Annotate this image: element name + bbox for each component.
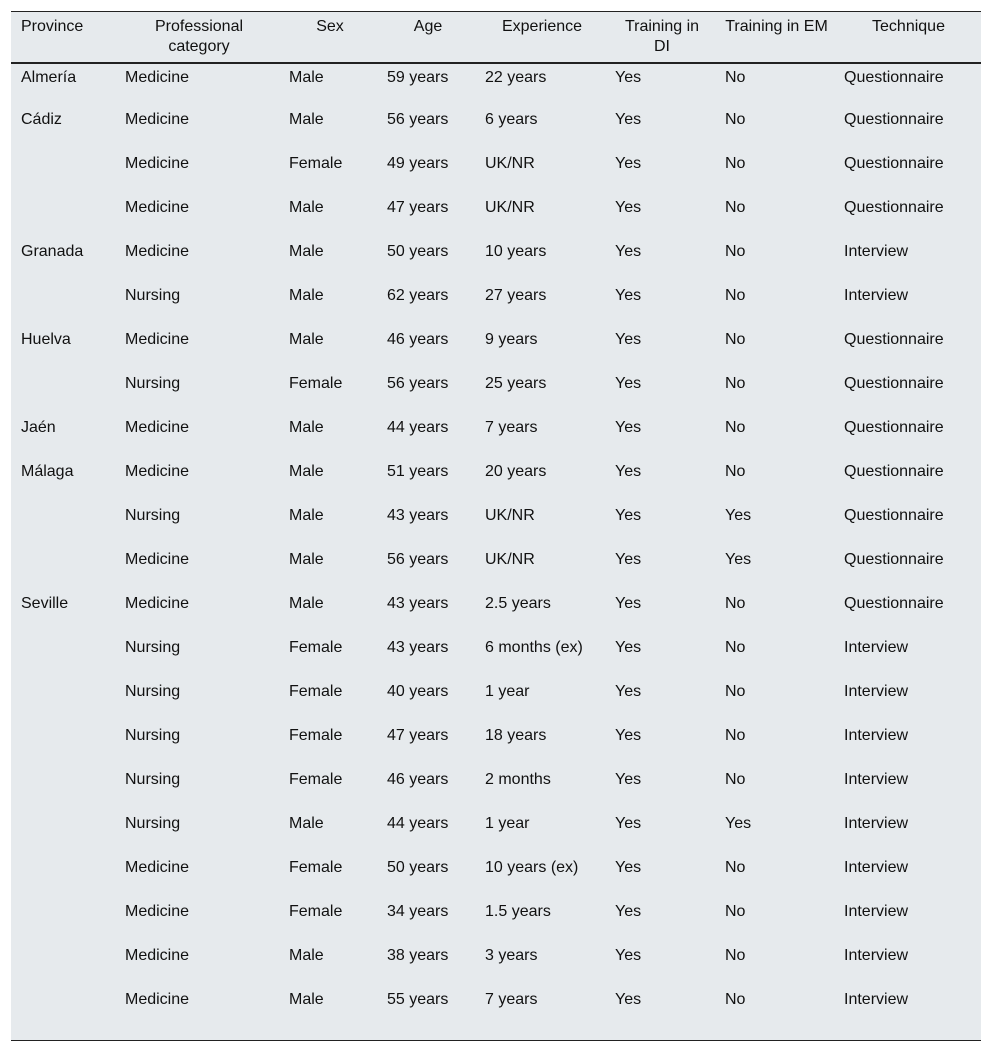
cell-sex: Male bbox=[289, 69, 324, 86]
cell-professional-category: Nursing bbox=[125, 507, 181, 524]
cell-sex: Male bbox=[289, 287, 324, 304]
table-row bbox=[11, 855, 981, 899]
table-row bbox=[11, 239, 981, 283]
cell-province bbox=[11, 503, 117, 547]
header-training-di: Training in DI bbox=[607, 12, 717, 63]
cell-training-em: No bbox=[725, 69, 746, 86]
cell-training-di: Yes bbox=[615, 375, 642, 392]
cell-age: 51 years bbox=[387, 463, 449, 480]
cell-professional-category: Medicine bbox=[125, 331, 190, 348]
cell-experience: 1 year bbox=[485, 683, 530, 700]
cell-experience: 3 years bbox=[485, 947, 538, 964]
participants-table bbox=[11, 12, 981, 1031]
cell-sex: Female bbox=[289, 683, 343, 700]
participants-table-container bbox=[11, 11, 981, 1041]
cell-experience: 6 years bbox=[485, 111, 538, 128]
cell-training-em: No bbox=[725, 463, 746, 480]
cell-training-em: No bbox=[725, 419, 746, 436]
cell-professional-category: Medicine bbox=[125, 243, 190, 260]
cell-technique: Interview bbox=[844, 815, 909, 832]
cell-province bbox=[11, 767, 117, 811]
table-row bbox=[11, 723, 981, 767]
cell-experience: 1 year bbox=[485, 815, 530, 832]
cell-training-di: Yes bbox=[615, 815, 642, 832]
cell-training-di: Yes bbox=[615, 331, 642, 348]
cell-training-em: No bbox=[725, 155, 746, 172]
table-row bbox=[11, 283, 981, 327]
cell-age: 44 years bbox=[387, 815, 449, 832]
cell-sex: Female bbox=[289, 727, 343, 744]
cell-age: 38 years bbox=[387, 947, 449, 964]
header-professional-category: Professional category bbox=[117, 12, 281, 63]
cell-professional-category: Medicine bbox=[125, 199, 190, 216]
cell-training-em: No bbox=[725, 199, 746, 216]
cell-training-di: Yes bbox=[615, 639, 642, 656]
header-age: Age bbox=[379, 12, 477, 63]
cell-technique: Interview bbox=[844, 771, 909, 788]
cell-experience: 1.5 years bbox=[485, 903, 551, 920]
cell-training-di: Yes bbox=[615, 507, 642, 524]
table-row bbox=[11, 591, 981, 635]
table-row bbox=[11, 767, 981, 811]
cell-technique: Interview bbox=[844, 287, 909, 304]
cell-province bbox=[11, 283, 117, 327]
cell-training-di: Yes bbox=[615, 155, 642, 172]
cell-province bbox=[11, 371, 117, 415]
cell-training-di: Yes bbox=[615, 771, 642, 788]
cell-professional-category: Medicine bbox=[125, 463, 190, 480]
cell-sex: Female bbox=[289, 155, 343, 172]
cell-technique: Questionnaire bbox=[844, 155, 944, 172]
cell-province bbox=[11, 635, 117, 679]
cell-training-di: Yes bbox=[615, 243, 642, 260]
cell-experience: 7 years bbox=[485, 991, 538, 1008]
header-experience: Experience bbox=[477, 12, 607, 63]
cell-technique: Questionnaire bbox=[844, 463, 944, 480]
cell-age: 46 years bbox=[387, 331, 449, 348]
cell-training-di: Yes bbox=[615, 199, 642, 216]
cell-professional-category: Nursing bbox=[125, 639, 181, 656]
cell-experience: UK/NR bbox=[485, 551, 535, 568]
cell-training-di: Yes bbox=[615, 683, 642, 700]
cell-training-em: No bbox=[725, 683, 746, 700]
cell-experience: 20 years bbox=[485, 463, 547, 480]
cell-professional-category: Medicine bbox=[125, 155, 190, 172]
table-row bbox=[11, 547, 981, 591]
cell-province bbox=[11, 855, 117, 899]
cell-age: 40 years bbox=[387, 683, 449, 700]
table-row bbox=[11, 811, 981, 855]
cell-technique: Questionnaire bbox=[844, 507, 944, 524]
table-row bbox=[11, 679, 981, 723]
cell-technique: Questionnaire bbox=[844, 375, 944, 392]
table-body bbox=[11, 63, 981, 1031]
cell-age: 56 years bbox=[387, 375, 449, 392]
cell-sex: Female bbox=[289, 375, 343, 392]
cell-sex: Male bbox=[289, 199, 324, 216]
table-row bbox=[11, 987, 981, 1031]
cell-experience: 7 years bbox=[485, 419, 538, 436]
cell-sex: Male bbox=[289, 243, 324, 260]
cell-experience: UK/NR bbox=[485, 155, 535, 172]
cell-sex: Male bbox=[289, 419, 324, 436]
cell-age: 43 years bbox=[387, 507, 449, 524]
table-row bbox=[11, 63, 981, 107]
cell-province: Seville bbox=[21, 595, 69, 612]
cell-training-em: Yes bbox=[725, 815, 752, 832]
table-row bbox=[11, 635, 981, 679]
cell-province bbox=[11, 547, 117, 591]
cell-age: 47 years bbox=[387, 727, 449, 744]
cell-province bbox=[11, 899, 117, 943]
cell-age: 50 years bbox=[387, 859, 449, 876]
cell-age: 59 years bbox=[387, 69, 449, 86]
cell-professional-category: Medicine bbox=[125, 111, 190, 128]
cell-training-em: No bbox=[725, 375, 746, 392]
cell-sex: Male bbox=[289, 463, 324, 480]
cell-training-em: No bbox=[725, 243, 746, 260]
cell-province: Jaén bbox=[21, 419, 56, 436]
cell-experience: 2.5 years bbox=[485, 595, 551, 612]
cell-professional-category: Medicine bbox=[125, 595, 190, 612]
table-row bbox=[11, 107, 981, 151]
cell-sex: Male bbox=[289, 595, 324, 612]
cell-training-em: No bbox=[725, 991, 746, 1008]
cell-age: 56 years bbox=[387, 551, 449, 568]
cell-technique: Questionnaire bbox=[844, 199, 944, 216]
cell-professional-category: Medicine bbox=[125, 419, 190, 436]
cell-training-di: Yes bbox=[615, 419, 642, 436]
cell-experience: 6 months (ex) bbox=[485, 639, 583, 656]
cell-age: 55 years bbox=[387, 991, 449, 1008]
cell-sex: Female bbox=[289, 859, 343, 876]
header-sex: Sex bbox=[281, 12, 379, 63]
cell-province bbox=[11, 811, 117, 855]
header-technique: Technique bbox=[836, 12, 981, 63]
cell-professional-category: Nursing bbox=[125, 375, 181, 392]
header-province: Province bbox=[11, 12, 117, 63]
table-row bbox=[11, 459, 981, 503]
cell-technique: Interview bbox=[844, 727, 909, 744]
cell-training-em: No bbox=[725, 947, 746, 964]
cell-training-em: No bbox=[725, 331, 746, 348]
cell-technique: Interview bbox=[844, 903, 909, 920]
cell-training-em: No bbox=[725, 727, 746, 744]
cell-professional-category: Medicine bbox=[125, 859, 190, 876]
cell-training-di: Yes bbox=[615, 903, 642, 920]
cell-sex: Female bbox=[289, 903, 343, 920]
cell-age: 34 years bbox=[387, 903, 449, 920]
cell-technique: Questionnaire bbox=[844, 331, 944, 348]
cell-technique: Questionnaire bbox=[844, 551, 944, 568]
cell-province bbox=[11, 943, 117, 987]
cell-province bbox=[11, 151, 117, 195]
cell-experience: 18 years bbox=[485, 727, 547, 744]
cell-training-di: Yes bbox=[615, 727, 642, 744]
cell-age: 46 years bbox=[387, 771, 449, 788]
cell-training-em: Yes bbox=[725, 551, 752, 568]
cell-professional-category: Nursing bbox=[125, 771, 181, 788]
cell-province bbox=[11, 679, 117, 723]
cell-province: Huelva bbox=[21, 331, 71, 348]
cell-training-di: Yes bbox=[615, 595, 642, 612]
cell-training-em: No bbox=[725, 903, 746, 920]
cell-training-em: No bbox=[725, 639, 746, 656]
cell-technique: Questionnaire bbox=[844, 69, 944, 86]
cell-training-di: Yes bbox=[615, 463, 642, 480]
cell-experience: 2 months bbox=[485, 771, 551, 788]
cell-training-em: Yes bbox=[725, 507, 752, 524]
cell-age: 44 years bbox=[387, 419, 449, 436]
cell-training-em: No bbox=[725, 595, 746, 612]
cell-professional-category: Nursing bbox=[125, 815, 181, 832]
cell-technique: Questionnaire bbox=[844, 595, 944, 612]
cell-technique: Interview bbox=[844, 683, 909, 700]
cell-professional-category: Medicine bbox=[125, 903, 190, 920]
cell-experience: 22 years bbox=[485, 69, 547, 86]
cell-sex: Male bbox=[289, 507, 324, 524]
cell-training-di: Yes bbox=[615, 551, 642, 568]
cell-experience: UK/NR bbox=[485, 507, 535, 524]
cell-sex: Male bbox=[289, 815, 324, 832]
cell-technique: Interview bbox=[844, 639, 909, 656]
cell-technique: Interview bbox=[844, 859, 909, 876]
cell-province: Málaga bbox=[21, 463, 74, 480]
cell-province bbox=[11, 987, 117, 1031]
cell-province: Granada bbox=[21, 243, 84, 260]
cell-age: 62 years bbox=[387, 287, 449, 304]
cell-professional-category: Medicine bbox=[125, 551, 190, 568]
cell-age: 56 years bbox=[387, 111, 449, 128]
cell-professional-category: Nursing bbox=[125, 287, 181, 304]
cell-professional-category: Nursing bbox=[125, 727, 181, 744]
cell-training-di: Yes bbox=[615, 947, 642, 964]
cell-training-em: No bbox=[725, 859, 746, 876]
table-row bbox=[11, 327, 981, 371]
cell-technique: Interview bbox=[844, 991, 909, 1008]
cell-age: 50 years bbox=[387, 243, 449, 260]
cell-professional-category: Medicine bbox=[125, 69, 190, 86]
cell-training-di: Yes bbox=[615, 287, 642, 304]
table-row bbox=[11, 503, 981, 547]
cell-sex: Male bbox=[289, 551, 324, 568]
cell-technique: Questionnaire bbox=[844, 419, 944, 436]
cell-province: Cádiz bbox=[21, 111, 62, 128]
table-header bbox=[11, 12, 981, 63]
cell-province bbox=[11, 723, 117, 767]
cell-training-em: No bbox=[725, 771, 746, 788]
cell-professional-category: Nursing bbox=[125, 683, 181, 700]
cell-professional-category: Medicine bbox=[125, 991, 190, 1008]
cell-training-di: Yes bbox=[615, 69, 642, 86]
cell-technique: Questionnaire bbox=[844, 111, 944, 128]
cell-province bbox=[11, 195, 117, 239]
header-training-em: Training in EM bbox=[717, 12, 836, 63]
cell-sex: Male bbox=[289, 947, 324, 964]
table-row bbox=[11, 899, 981, 943]
cell-technique: Interview bbox=[844, 243, 909, 260]
cell-experience: UK/NR bbox=[485, 199, 535, 216]
cell-training-em: No bbox=[725, 111, 746, 128]
table-row bbox=[11, 371, 981, 415]
cell-age: 47 years bbox=[387, 199, 449, 216]
table-row bbox=[11, 415, 981, 459]
table-row bbox=[11, 151, 981, 195]
cell-training-di: Yes bbox=[615, 859, 642, 876]
table-row bbox=[11, 195, 981, 239]
cell-sex: Male bbox=[289, 331, 324, 348]
cell-technique: Interview bbox=[844, 947, 909, 964]
cell-experience: 25 years bbox=[485, 375, 547, 392]
cell-province: Almería bbox=[21, 69, 77, 86]
cell-experience: 10 years bbox=[485, 243, 547, 260]
cell-sex: Female bbox=[289, 639, 343, 656]
cell-age: 43 years bbox=[387, 639, 449, 656]
cell-age: 43 years bbox=[387, 595, 449, 612]
cell-training-em: No bbox=[725, 287, 746, 304]
cell-experience: 27 years bbox=[485, 287, 547, 304]
cell-sex: Female bbox=[289, 771, 343, 788]
cell-training-di: Yes bbox=[615, 991, 642, 1008]
cell-training-di: Yes bbox=[615, 111, 642, 128]
cell-age: 49 years bbox=[387, 155, 449, 172]
table-row bbox=[11, 943, 981, 987]
cell-experience: 9 years bbox=[485, 331, 538, 348]
cell-professional-category: Medicine bbox=[125, 947, 190, 964]
cell-sex: Male bbox=[289, 991, 324, 1008]
cell-experience: 10 years (ex) bbox=[485, 859, 579, 876]
cell-sex: Male bbox=[289, 111, 324, 128]
